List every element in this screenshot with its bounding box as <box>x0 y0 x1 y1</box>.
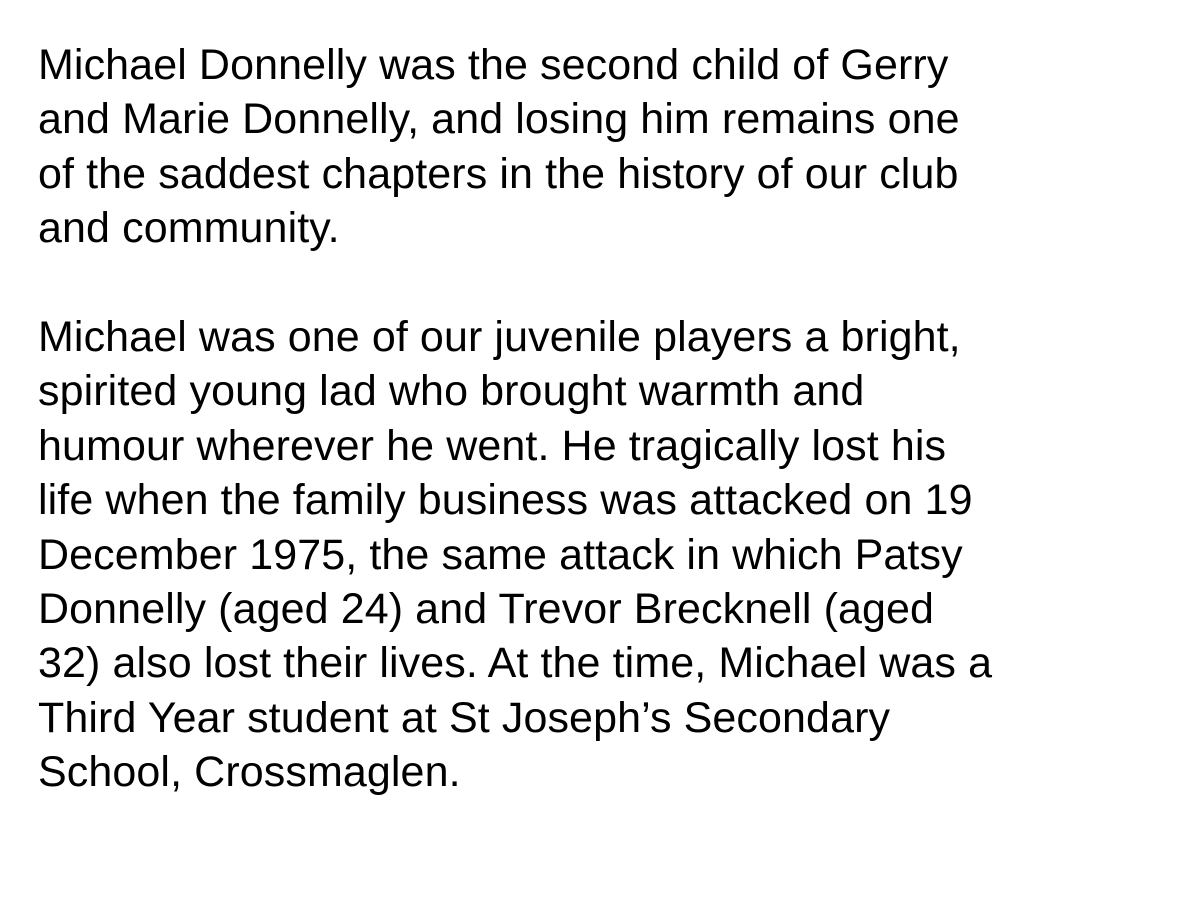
text-line: and Marie Donnelly, and losing him remains one <box>38 95 960 144</box>
text-line: December 1975, the same attack in which Patsy <box>38 530 963 579</box>
note-text-body <box>38 38 1178 800</box>
text-line: and community. <box>38 204 340 253</box>
text-line: life when the family business was attacked on 19 <box>38 476 973 525</box>
text-line: humour wherever he went. He tragically lost his <box>38 421 947 470</box>
text-line: Third Year student at St Joseph’s Secondary <box>38 693 891 742</box>
text-line: Michael Donnelly was the second child of Gerry <box>38 41 949 89</box>
text-line: spirited young lad who brought warmth and <box>38 367 865 416</box>
text-line: 32) also lost their lives. At the time, Michael was a <box>38 639 993 688</box>
paragraph-2 <box>38 310 1178 800</box>
paragraph-1 <box>38 38 1178 256</box>
text-line: of the saddest chapters in the history of our club <box>38 149 959 198</box>
text-line: Michael was one of our juvenile players a bright, <box>38 313 961 362</box>
text-line: School, Crossmaglen. <box>38 748 461 797</box>
text-line: Donnelly (aged 24) and Trevor Brecknell (aged <box>38 585 935 634</box>
